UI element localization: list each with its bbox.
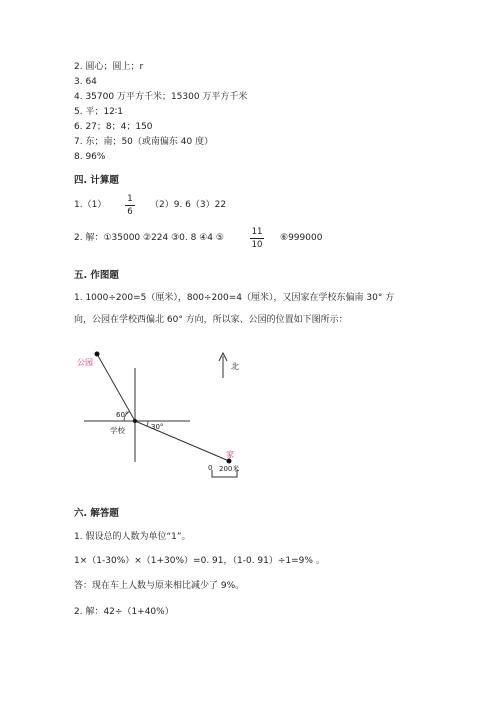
park-label: 公园 xyxy=(77,358,93,367)
school-label: 学校 xyxy=(110,426,125,435)
home-point xyxy=(227,459,232,464)
drawing-explanation-line-2: 向，公园在学校西偏北 60° 方向，所以家、公园的位置如下图所示： xyxy=(74,315,348,325)
calc-q1-prefix: 1.（1） xyxy=(74,200,107,210)
fraction-numerator: 11 xyxy=(251,227,263,237)
solution-line-2: 1×（1-30%）×（1+30%）=0. 91，（1-0. 91）÷1=9% 。 xyxy=(74,556,325,566)
fraction-numerator: 1 xyxy=(127,194,133,204)
answer-line-2: 2. 圆心；圆上；r xyxy=(74,62,144,72)
angle-60-label: 60° xyxy=(116,411,129,419)
answer-line-5: 5. 平；12∶1 xyxy=(74,107,123,117)
north-label: 北 xyxy=(231,362,239,371)
calc-q1-suffix: （2）9. 6（3）22 xyxy=(150,200,227,210)
answer-line-3: 3. 64 xyxy=(74,77,97,87)
solution-line-4: 2. 解：42÷（1+40%） xyxy=(74,607,174,617)
scale-zero-label: 0 xyxy=(208,464,213,472)
home-label: 家 xyxy=(226,450,234,459)
angle-30-arc xyxy=(147,421,148,426)
section-heading-drawing: 五. 作图题 xyxy=(74,270,119,281)
drawing-explanation-line-1: 1. 1000÷200=5（厘米），800÷200=4（厘米），又因家在学校东偏南 30° 方 xyxy=(74,293,395,303)
answer-line-4: 4. 35700 万平方千米；15300 万平方千米 xyxy=(74,92,248,102)
park-point xyxy=(95,352,100,357)
solution-line-3: 答：现在车上人数与原来相比减少了 9%。 xyxy=(74,581,245,591)
calc-q2-prefix: 2. 解：①35000 ②224 ③0. 8 ④4 ⑤ xyxy=(74,233,224,243)
section-heading-solutions: 六. 解答题 xyxy=(74,508,119,519)
section-heading-calculation: 四. 计算题 xyxy=(74,175,119,186)
calc-q2-suffix: ⑥999000 xyxy=(280,233,323,243)
fraction-denominator: 10 xyxy=(251,240,263,250)
fraction-denominator: 6 xyxy=(127,207,133,217)
solution-line-1: 1. 假设总的人数为单位“1”。 xyxy=(74,532,191,542)
answer-line-8: 8. 96% xyxy=(74,152,106,162)
scale-distance-label: 200米 xyxy=(219,465,240,473)
home-direction-line xyxy=(135,421,229,461)
school-point xyxy=(133,419,137,423)
angle-30-label: 30° xyxy=(151,423,164,431)
answer-line-6: 6. 27；8；4；150 xyxy=(74,122,153,132)
answer-line-7: 7. 东；南；50（或南偏东 40 度） xyxy=(74,137,214,147)
